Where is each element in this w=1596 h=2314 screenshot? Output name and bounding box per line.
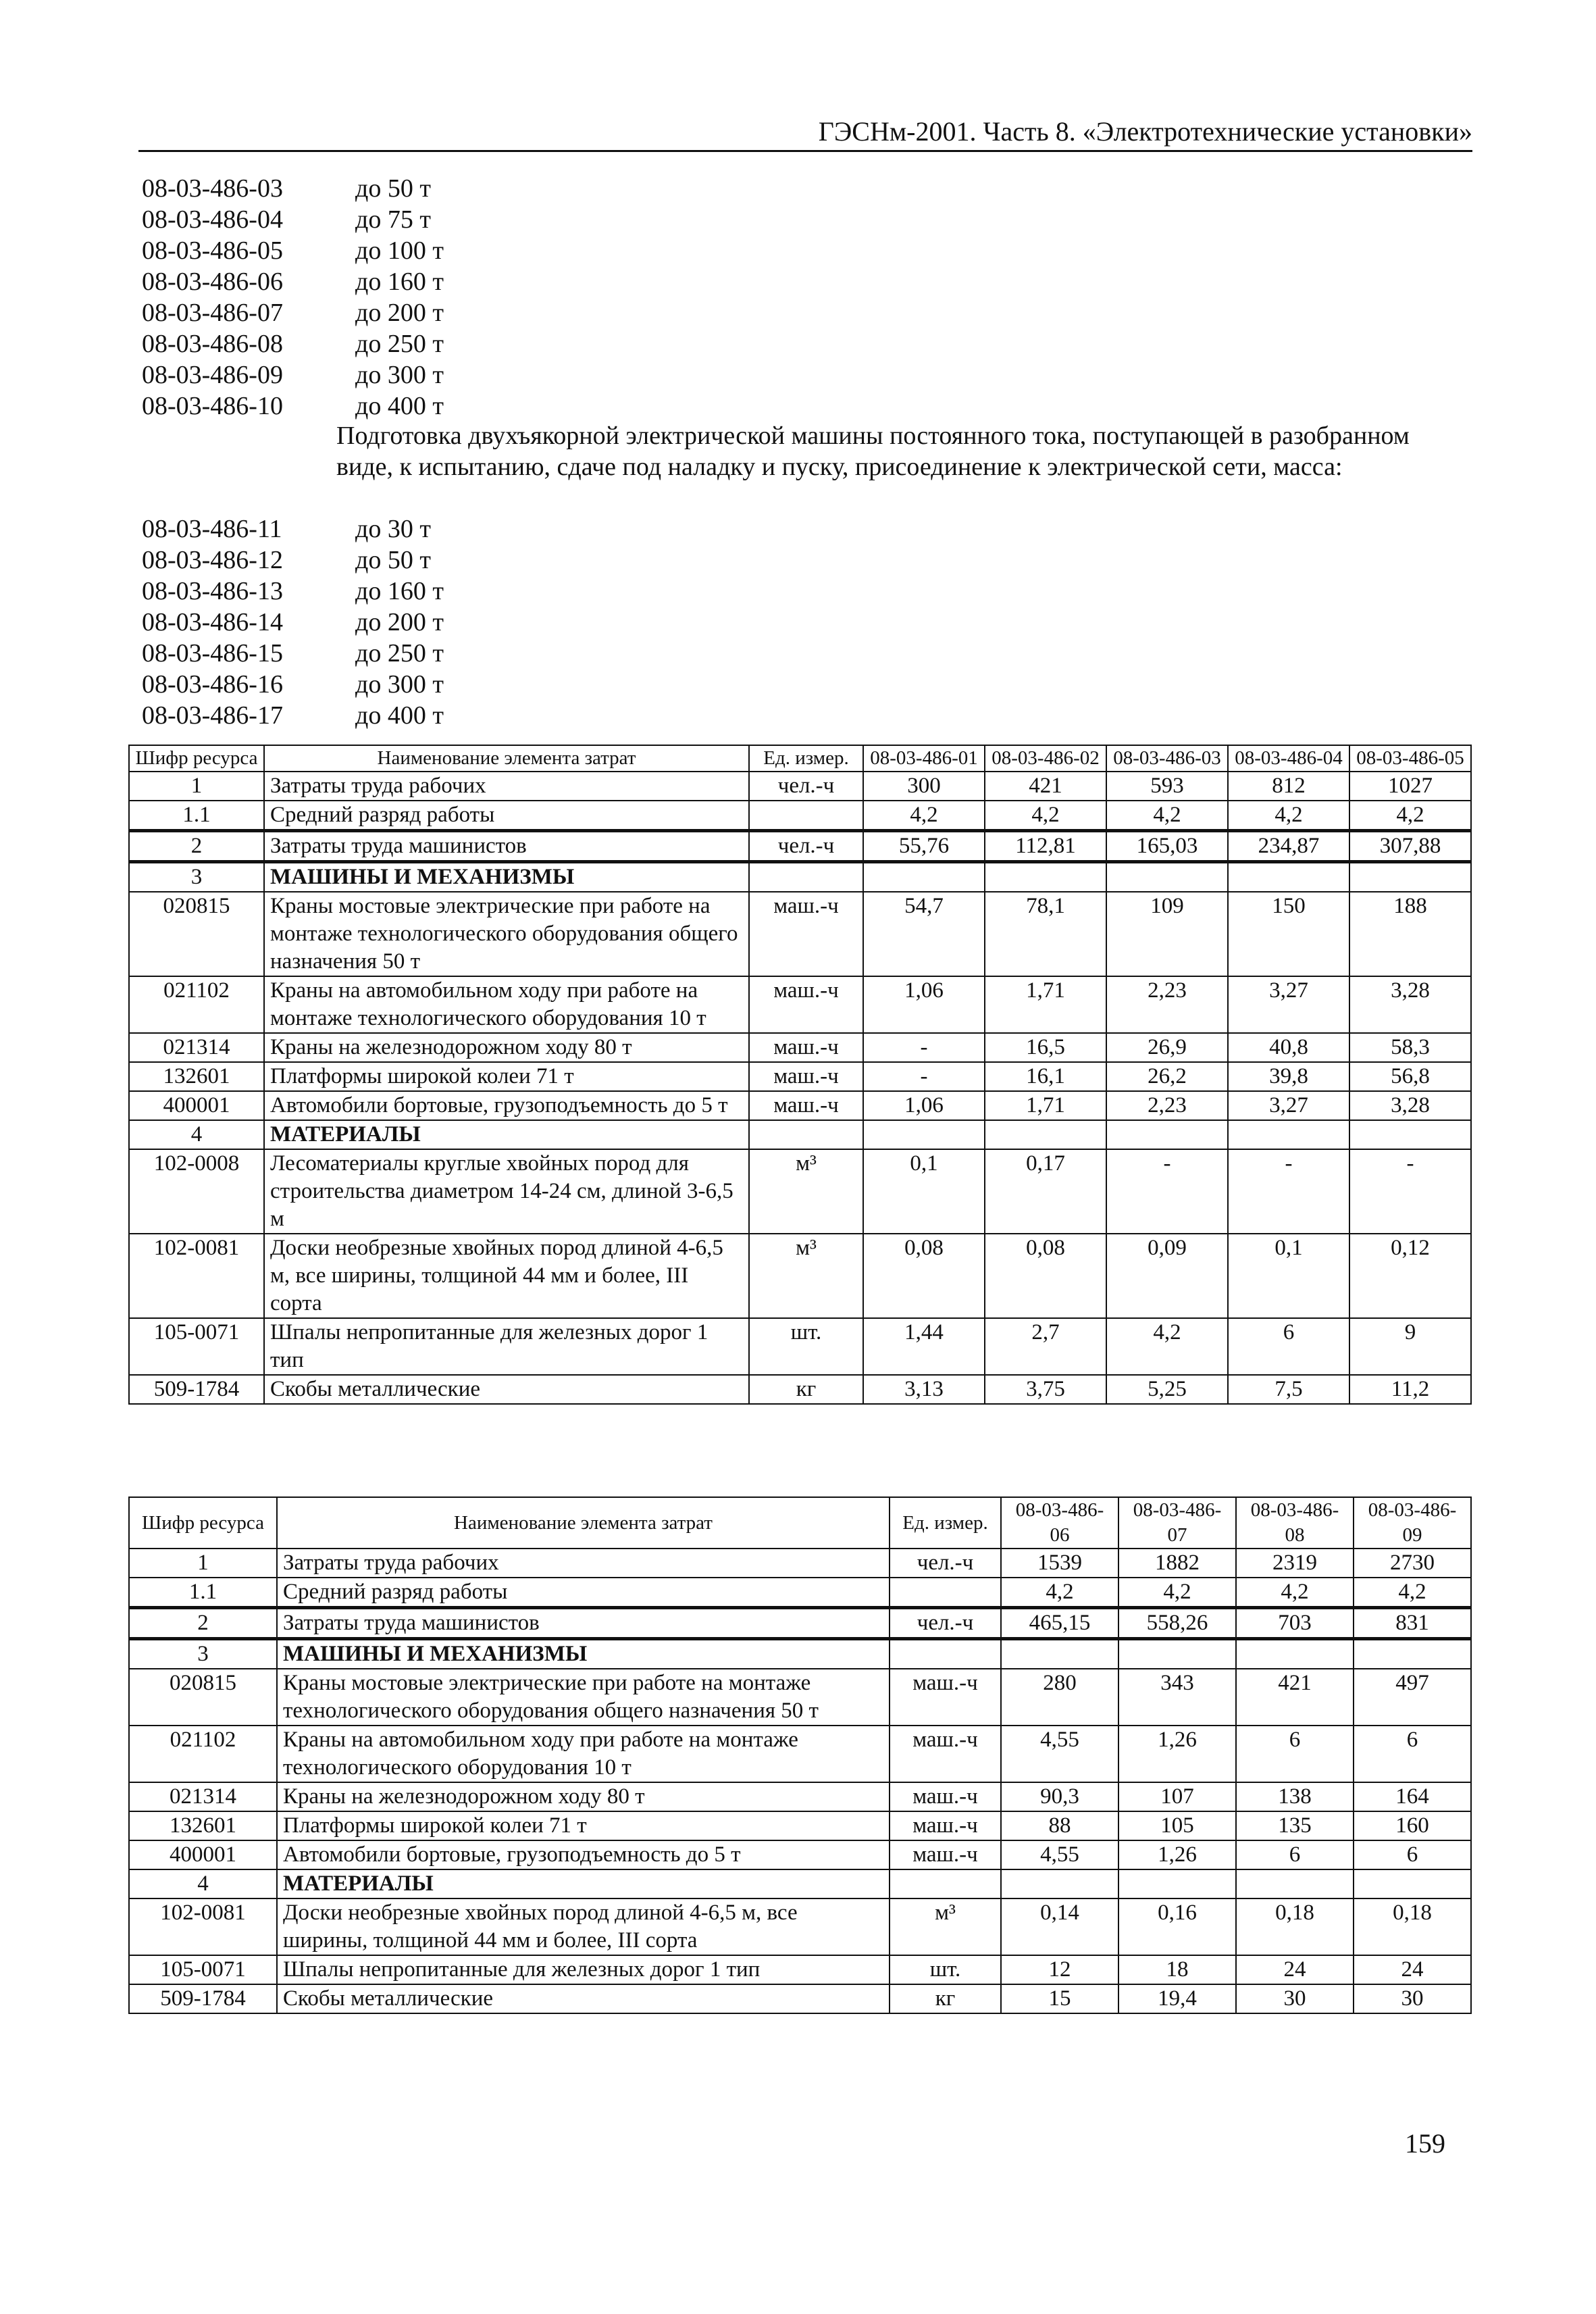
- code-list-item: [142, 328, 1486, 359]
- value-cell: 343: [1118, 1669, 1236, 1726]
- value-cell: 16,5: [985, 1033, 1106, 1062]
- value-cell: 0,09: [1106, 1234, 1228, 1318]
- table-row: [129, 1234, 1471, 1318]
- unit: шт.: [749, 1318, 863, 1375]
- value-cell: [1349, 862, 1471, 892]
- resource-code: 509-1784: [129, 1984, 277, 2013]
- norm-code: 08-03-486-14: [142, 608, 283, 636]
- table-row: [129, 1375, 1471, 1404]
- norm-code: 08-03-486-03: [142, 174, 283, 203]
- mass-limit: до 30 т: [355, 515, 431, 543]
- value-cell: -: [863, 1033, 985, 1062]
- value-cell: 0,18: [1236, 1898, 1354, 1955]
- table-row: [129, 801, 1471, 831]
- value-cell: [1354, 1869, 1471, 1898]
- value-cell: [985, 862, 1106, 892]
- value-cell: [1354, 1639, 1471, 1669]
- value-cell: 0,1: [863, 1149, 985, 1234]
- value-cell: 30: [1236, 1984, 1354, 2013]
- value-cell: 78,1: [985, 892, 1106, 976]
- unit: маш.-ч: [890, 1782, 1001, 1811]
- value-cell: 30: [1354, 1984, 1471, 2013]
- value-cell: 39,8: [1228, 1062, 1349, 1091]
- table-row: [129, 976, 1471, 1033]
- mass-limit: до 300 т: [355, 670, 444, 699]
- code-list-item: [142, 391, 1486, 422]
- value-cell: 2730: [1354, 1549, 1471, 1578]
- mass-limit: до 200 т: [355, 608, 444, 636]
- code-list-item: [142, 235, 1486, 266]
- unit: чел.-ч: [890, 1608, 1001, 1639]
- table-row: [129, 1120, 1471, 1149]
- header-norm-code: 08-03-486-09: [1354, 1497, 1471, 1549]
- value-cell: 2319: [1236, 1549, 1354, 1578]
- value-cell: -: [1106, 1149, 1228, 1234]
- resource-code: 105-0071: [129, 1318, 264, 1375]
- unit: [749, 1120, 863, 1149]
- value-cell: 3,28: [1349, 976, 1471, 1033]
- resource-code: 102-0081: [129, 1898, 277, 1955]
- resource-code: 509-1784: [129, 1375, 264, 1404]
- table-row: [129, 1869, 1471, 1898]
- table-row: [129, 1984, 1471, 2013]
- value-cell: 6: [1236, 1726, 1354, 1782]
- value-cell: 421: [985, 772, 1106, 801]
- value-cell: 135: [1236, 1811, 1354, 1840]
- value-cell: 1,26: [1118, 1840, 1236, 1869]
- unit: кг: [749, 1375, 863, 1404]
- mass-limit: до 200 т: [355, 299, 444, 327]
- table-header-row: [129, 745, 1471, 772]
- cost-element-name: Платформы широкой колеи 71 т: [264, 1062, 749, 1091]
- unit: маш.-ч: [749, 1062, 863, 1091]
- cost-element-name: Средний разряд работы: [264, 801, 749, 831]
- value-cell: 4,2: [1001, 1578, 1118, 1608]
- resource-code: 132601: [129, 1062, 264, 1091]
- table-row: [129, 1782, 1471, 1811]
- norm-code: 08-03-486-06: [142, 268, 283, 296]
- cost-element-name: МАШИНЫ И МЕХАНИЗМЫ: [264, 862, 749, 892]
- unit: маш.-ч: [749, 976, 863, 1033]
- mass-limit: до 160 т: [355, 268, 444, 296]
- mass-limit: до 50 т: [355, 546, 431, 574]
- cost-table-1: [128, 745, 1472, 1405]
- table-row: [129, 862, 1471, 892]
- value-cell: 88: [1001, 1811, 1118, 1840]
- value-cell: [1001, 1639, 1118, 1669]
- cost-element-name: Шпалы непропитанные для железных дорог 1 тип: [277, 1955, 890, 1984]
- cost-element-name: Доски необрезные хвойных пород длиной 4-6,5 м, все ширины, толщиной 44 мм и более, III сорта: [277, 1898, 890, 1955]
- value-cell: 90,3: [1001, 1782, 1118, 1811]
- table-row: [129, 1669, 1471, 1726]
- value-cell: 3,28: [1349, 1091, 1471, 1120]
- value-cell: 831: [1354, 1608, 1471, 1639]
- value-cell: 4,2: [1236, 1578, 1354, 1608]
- value-cell: 160: [1354, 1811, 1471, 1840]
- value-cell: [1228, 862, 1349, 892]
- norm-code: 08-03-486-17: [142, 701, 283, 730]
- resource-code: 2: [129, 1608, 277, 1639]
- value-cell: [1118, 1869, 1236, 1898]
- resource-code: 102-0081: [129, 1234, 264, 1318]
- value-cell: 0,08: [985, 1234, 1106, 1318]
- value-cell: 4,2: [1106, 801, 1228, 831]
- header-norm-code: 08-03-486-04: [1228, 745, 1349, 772]
- group-intro: Подготовка двухъякорной электрической машины постоянного тока, поступающей в разобранном виде, к испытанию, сдаче под наладку и пуску, присоединение к электрической сети, масса:: [336, 422, 1410, 481]
- value-cell: 1,44: [863, 1318, 985, 1375]
- resource-code: 105-0071: [129, 1955, 277, 1984]
- mass-limit: до 250 т: [355, 639, 444, 668]
- value-cell: 0,08: [863, 1234, 985, 1318]
- header-code: Шифр ресурса: [129, 745, 264, 772]
- value-cell: 11,2: [1349, 1375, 1471, 1404]
- value-cell: 188: [1349, 892, 1471, 976]
- value-cell: 105: [1118, 1811, 1236, 1840]
- resource-code: 400001: [129, 1091, 264, 1120]
- value-cell: 1,71: [985, 1091, 1106, 1120]
- code-list-b: [142, 513, 1486, 731]
- resource-code: 1.1: [129, 801, 264, 831]
- cost-element-name: Краны мостовые электрические при работе на монтаже технологического оборудования общего назначения 50 т: [264, 892, 749, 976]
- value-cell: 9: [1349, 1318, 1471, 1375]
- unit: [890, 1578, 1001, 1608]
- value-cell: 1539: [1001, 1549, 1118, 1578]
- value-cell: 4,2: [1118, 1578, 1236, 1608]
- value-cell: 26,9: [1106, 1033, 1228, 1062]
- cost-element-name: Скобы металлические: [264, 1375, 749, 1404]
- value-cell: 1027: [1349, 772, 1471, 801]
- value-cell: 2,23: [1106, 1091, 1228, 1120]
- value-cell: -: [1228, 1149, 1349, 1234]
- mass-limit: до 75 т: [355, 205, 431, 234]
- cost-element-name: Скобы металлические: [277, 1984, 890, 2013]
- code-list-item: [142, 359, 1486, 391]
- cost-element-name: Краны на автомобильном ходу при работе на монтаже технологического оборудования 10 т: [277, 1726, 890, 1782]
- value-cell: [1001, 1869, 1118, 1898]
- value-cell: 0,14: [1001, 1898, 1118, 1955]
- resource-code: 021314: [129, 1033, 264, 1062]
- table-row: [129, 1811, 1471, 1840]
- value-cell: 421: [1236, 1669, 1354, 1726]
- value-cell: 3,27: [1228, 1091, 1349, 1120]
- value-cell: 150: [1228, 892, 1349, 976]
- cost-element-name: Затраты труда рабочих: [277, 1549, 890, 1578]
- table-row: [129, 1091, 1471, 1120]
- unit: маш.-ч: [749, 1091, 863, 1120]
- unit: маш.-ч: [890, 1669, 1001, 1726]
- code-list-item: [142, 513, 1486, 545]
- header-norm-code: 08-03-486-06: [1001, 1497, 1118, 1549]
- table-row: [129, 772, 1471, 801]
- table-row: [129, 1726, 1471, 1782]
- code-list-item: [142, 545, 1486, 576]
- value-cell: 2,7: [985, 1318, 1106, 1375]
- code-list-item: [142, 607, 1486, 638]
- code-list-item: [142, 700, 1486, 731]
- resource-code: 132601: [129, 1811, 277, 1840]
- value-cell: [863, 1120, 985, 1149]
- resource-code: 1.1: [129, 1578, 277, 1608]
- value-cell: 15: [1001, 1984, 1118, 2013]
- norm-code: 08-03-486-16: [142, 670, 283, 699]
- norm-code: 08-03-486-09: [142, 361, 283, 389]
- cost-element-name: Автомобили бортовые, грузоподъемность до 5 т: [277, 1840, 890, 1869]
- value-cell: 4,2: [1349, 801, 1471, 831]
- norm-code: 08-03-486-04: [142, 205, 283, 234]
- cost-element-name: Доски необрезные хвойных пород длиной 4-6,5 м, все ширины, толщиной 44 мм и более, III сорта: [264, 1234, 749, 1318]
- value-cell: 0,16: [1118, 1898, 1236, 1955]
- value-cell: [1228, 1120, 1349, 1149]
- unit: чел.-ч: [749, 831, 863, 862]
- norm-code: 08-03-486-10: [142, 392, 283, 420]
- value-cell: [1236, 1869, 1354, 1898]
- cost-element-name: Краны на железнодорожном ходу 80 т: [264, 1033, 749, 1062]
- resource-code: 021102: [129, 976, 264, 1033]
- value-cell: 4,55: [1001, 1840, 1118, 1869]
- table-row: [129, 831, 1471, 862]
- cost-element-name: Лесоматериалы круглые хвойных пород для строительства диаметром 14-24 см, длиной 3-6,5 м: [264, 1149, 749, 1234]
- resource-code: 102-0008: [129, 1149, 264, 1234]
- cost-element-name: Затраты труда машинистов: [277, 1608, 890, 1639]
- value-cell: 107: [1118, 1782, 1236, 1811]
- value-cell: 40,8: [1228, 1033, 1349, 1062]
- value-cell: 558,26: [1118, 1608, 1236, 1639]
- norm-code: 08-03-486-11: [142, 515, 282, 543]
- unit: [890, 1869, 1001, 1898]
- mass-limit: до 300 т: [355, 361, 444, 389]
- table-row: [129, 892, 1471, 976]
- code-list-item: [142, 204, 1486, 235]
- unit: шт.: [890, 1955, 1001, 1984]
- value-cell: 1,26: [1118, 1726, 1236, 1782]
- unit: [890, 1639, 1001, 1669]
- value-cell: [985, 1120, 1106, 1149]
- code-list-a: [142, 173, 1486, 422]
- value-cell: 1882: [1118, 1549, 1236, 1578]
- value-cell: 234,87: [1228, 831, 1349, 862]
- value-cell: [863, 862, 985, 892]
- unit: маш.-ч: [890, 1840, 1001, 1869]
- cost-element-name: МАШИНЫ И МЕХАНИЗМЫ: [277, 1639, 890, 1669]
- resource-code: 4: [129, 1120, 264, 1149]
- resource-code: 021314: [129, 1782, 277, 1811]
- norm-code: 08-03-486-13: [142, 577, 283, 605]
- table-row: [129, 1318, 1471, 1375]
- header-name: Наименование элемента затрат: [277, 1497, 890, 1549]
- mass-limit: до 50 т: [355, 174, 431, 203]
- mass-limit: до 160 т: [355, 577, 444, 605]
- cost-element-name: МАТЕРИАЛЫ: [264, 1120, 749, 1149]
- unit: кг: [890, 1984, 1001, 2013]
- value-cell: 55,76: [863, 831, 985, 862]
- value-cell: 138: [1236, 1782, 1354, 1811]
- header-name: Наименование элемента затрат: [264, 745, 749, 772]
- value-cell: 112,81: [985, 831, 1106, 862]
- value-cell: 19,4: [1118, 1984, 1236, 2013]
- resource-code: 020815: [129, 892, 264, 976]
- value-cell: 18: [1118, 1955, 1236, 1984]
- cost-element-name: Краны на железнодорожном ходу 80 т: [277, 1782, 890, 1811]
- running-header: ГЭСНм-2001. Часть 8. «Электротехнические установки»: [138, 116, 1472, 152]
- value-cell: 26,2: [1106, 1062, 1228, 1091]
- value-cell: 703: [1236, 1608, 1354, 1639]
- cost-element-name: Платформы широкой колеи 71 т: [277, 1811, 890, 1840]
- value-cell: [1118, 1639, 1236, 1669]
- table-row: [129, 1149, 1471, 1234]
- value-cell: 1,06: [863, 976, 985, 1033]
- unit: м³: [890, 1898, 1001, 1955]
- cost-table-2: [128, 1496, 1472, 2014]
- table-row: [129, 1062, 1471, 1091]
- cost-element-name: Средний разряд работы: [277, 1578, 890, 1608]
- unit: м³: [749, 1149, 863, 1234]
- value-cell: [1236, 1639, 1354, 1669]
- value-cell: [1106, 1120, 1228, 1149]
- unit: м³: [749, 1234, 863, 1318]
- cost-element-name: Краны мостовые электрические при работе на монтаже технологического оборудования общего назначения 50 т: [277, 1669, 890, 1726]
- value-cell: 3,13: [863, 1375, 985, 1404]
- value-cell: 5,25: [1106, 1375, 1228, 1404]
- value-cell: 3,75: [985, 1375, 1106, 1404]
- header-norm-code: 08-03-486-05: [1349, 745, 1471, 772]
- table-row: [129, 1549, 1471, 1578]
- unit: маш.-ч: [890, 1811, 1001, 1840]
- table-row: [129, 1955, 1471, 1984]
- code-list-item: [142, 669, 1486, 700]
- value-cell: [1106, 862, 1228, 892]
- value-cell: 6: [1354, 1840, 1471, 1869]
- resource-code: 1: [129, 772, 264, 801]
- header-norm-code: 08-03-486-02: [985, 745, 1106, 772]
- value-cell: 54,7: [863, 892, 985, 976]
- unit: маш.-ч: [749, 892, 863, 976]
- mass-limit: до 400 т: [355, 392, 444, 420]
- norm-code: 08-03-486-12: [142, 546, 283, 574]
- value-cell: 465,15: [1001, 1608, 1118, 1639]
- mass-limit: до 400 т: [355, 701, 444, 730]
- value-cell: 4,2: [1228, 801, 1349, 831]
- resource-code: 021102: [129, 1726, 277, 1782]
- value-cell: 12: [1001, 1955, 1118, 1984]
- value-cell: 0,1: [1228, 1234, 1349, 1318]
- table-row: [129, 1898, 1471, 1955]
- unit: чел.-ч: [890, 1549, 1001, 1578]
- unit: [749, 801, 863, 831]
- value-cell: 4,2: [1354, 1578, 1471, 1608]
- value-cell: 3,27: [1228, 976, 1349, 1033]
- value-cell: -: [1349, 1149, 1471, 1234]
- value-cell: 0,18: [1354, 1898, 1471, 1955]
- code-list-item: [142, 266, 1486, 297]
- value-cell: 0,12: [1349, 1234, 1471, 1318]
- value-cell: 165,03: [1106, 831, 1228, 862]
- table-row: [129, 1840, 1471, 1869]
- header-norm-code: 08-03-486-01: [863, 745, 985, 772]
- table-row: [129, 1033, 1471, 1062]
- value-cell: 307,88: [1349, 831, 1471, 862]
- code-list-item: [142, 576, 1486, 607]
- mass-limit: до 250 т: [355, 330, 444, 358]
- resource-code: 1: [129, 1549, 277, 1578]
- value-cell: 6: [1236, 1840, 1354, 1869]
- table-row: [129, 1578, 1471, 1608]
- table-row: [129, 1639, 1471, 1669]
- value-cell: 24: [1354, 1955, 1471, 1984]
- resource-code: 2: [129, 831, 264, 862]
- value-cell: 812: [1228, 772, 1349, 801]
- value-cell: 16,1: [985, 1062, 1106, 1091]
- cost-element-name: Краны на автомобильном ходу при работе на монтаже технологического оборудования 10 т: [264, 976, 749, 1033]
- value-cell: 4,2: [1106, 1318, 1228, 1375]
- value-cell: 56,8: [1349, 1062, 1471, 1091]
- cost-element-name: Затраты труда машинистов: [264, 831, 749, 862]
- page-number: 159: [1405, 2128, 1445, 2159]
- value-cell: 0,17: [985, 1149, 1106, 1234]
- header-unit: Ед. измер.: [749, 745, 863, 772]
- value-cell: 2,23: [1106, 976, 1228, 1033]
- mass-limit: до 100 т: [355, 236, 444, 265]
- cost-element-name: МАТЕРИАЛЫ: [277, 1869, 890, 1898]
- header-norm-code: 08-03-486-03: [1106, 745, 1228, 772]
- value-cell: 6: [1354, 1726, 1471, 1782]
- value-cell: 300: [863, 772, 985, 801]
- value-cell: 593: [1106, 772, 1228, 801]
- value-cell: -: [863, 1062, 985, 1091]
- norm-code: 08-03-486-07: [142, 299, 283, 327]
- value-cell: 1,71: [985, 976, 1106, 1033]
- unit: [749, 862, 863, 892]
- cost-element-name: Шпалы непропитанные для железных дорог 1 тип: [264, 1318, 749, 1375]
- resource-code: 400001: [129, 1840, 277, 1869]
- cost-element-name: Затраты труда рабочих: [264, 772, 749, 801]
- header-code: Шифр ресурса: [129, 1497, 277, 1549]
- code-list-item: [142, 638, 1486, 669]
- header-norm-code: 08-03-486-08: [1236, 1497, 1354, 1549]
- resource-code: 3: [129, 1639, 277, 1669]
- value-cell: 497: [1354, 1669, 1471, 1726]
- value-cell: 4,55: [1001, 1726, 1118, 1782]
- resource-code: 020815: [129, 1669, 277, 1726]
- value-cell: 4,2: [863, 801, 985, 831]
- resource-code: 3: [129, 862, 264, 892]
- value-cell: 4,2: [985, 801, 1106, 831]
- norm-code: 08-03-486-08: [142, 330, 283, 358]
- value-cell: 164: [1354, 1782, 1471, 1811]
- header-unit: Ед. измер.: [890, 1497, 1001, 1549]
- value-cell: [1349, 1120, 1471, 1149]
- table-header-row: [129, 1497, 1471, 1549]
- header-norm-code: 08-03-486-07: [1118, 1497, 1236, 1549]
- unit: чел.-ч: [749, 772, 863, 801]
- value-cell: 24: [1236, 1955, 1354, 1984]
- cost-element-name: Автомобили бортовые, грузоподъемность до 5 т: [264, 1091, 749, 1120]
- value-cell: 7,5: [1228, 1375, 1349, 1404]
- norm-code: 08-03-486-05: [142, 236, 283, 265]
- value-cell: 6: [1228, 1318, 1349, 1375]
- table-row: [129, 1608, 1471, 1639]
- code-list-item: [142, 297, 1486, 328]
- unit: маш.-ч: [890, 1726, 1001, 1782]
- value-cell: 280: [1001, 1669, 1118, 1726]
- unit: маш.-ч: [749, 1033, 863, 1062]
- code-list-item: [142, 173, 1486, 204]
- value-cell: 1,06: [863, 1091, 985, 1120]
- resource-code: 4: [129, 1869, 277, 1898]
- value-cell: 58,3: [1349, 1033, 1471, 1062]
- value-cell: 109: [1106, 892, 1228, 976]
- norm-code: 08-03-486-15: [142, 639, 283, 668]
